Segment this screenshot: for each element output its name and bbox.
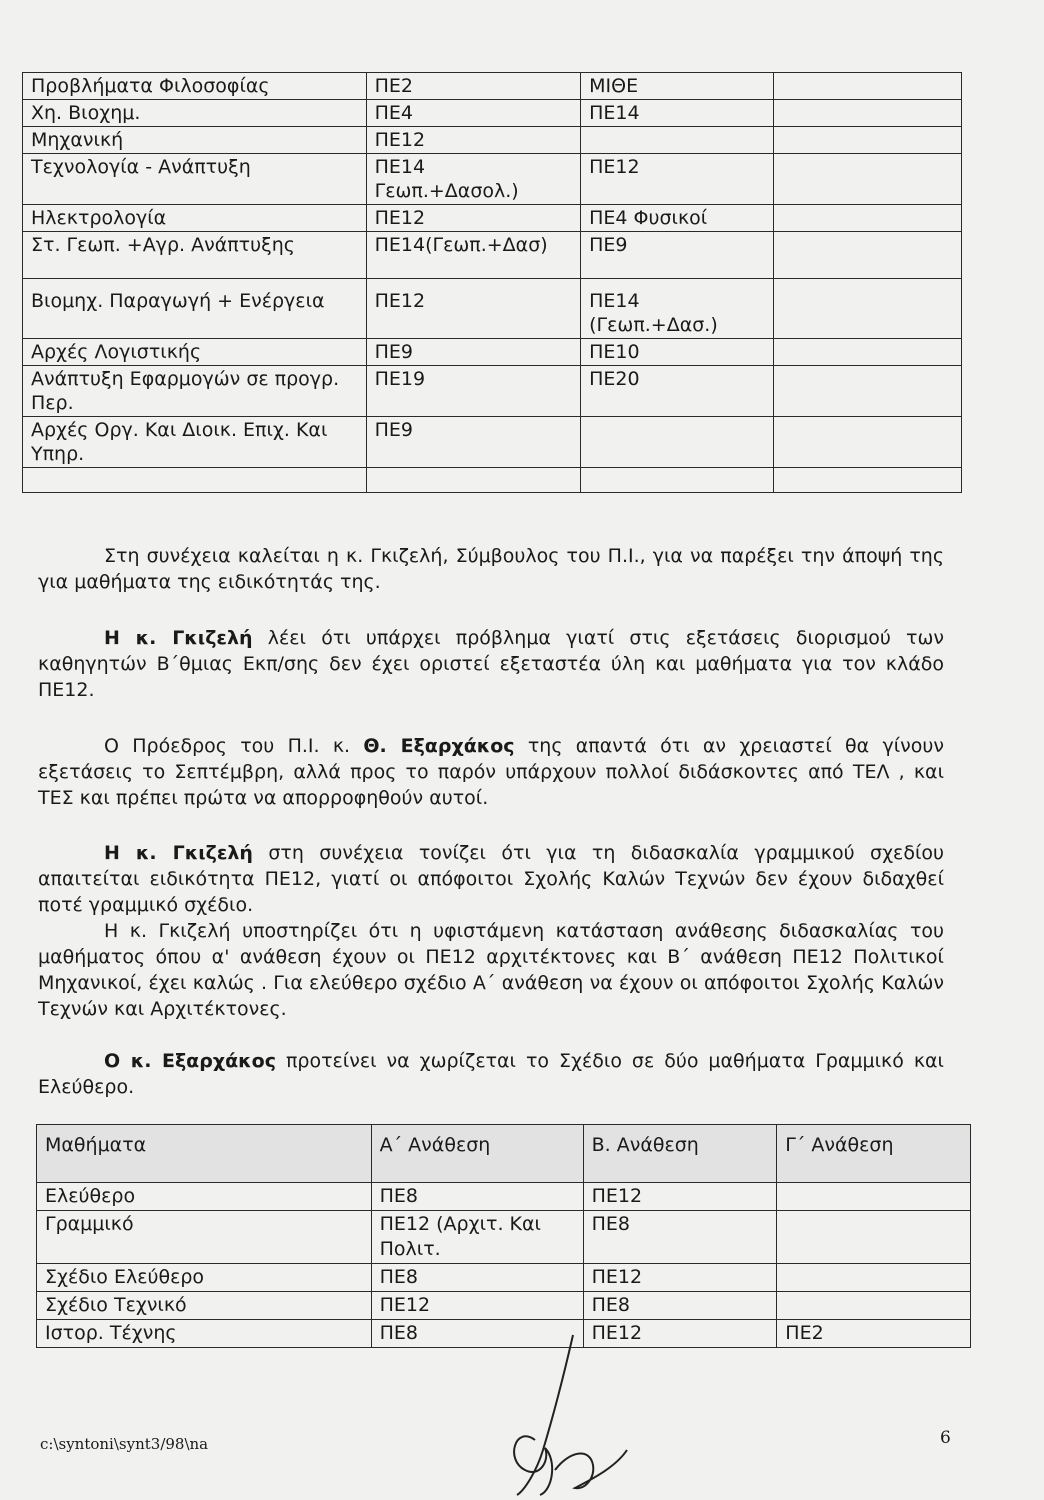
- table-cell: Στ. Γεωπ. +Αγρ. Ανάπτυξης: [23, 232, 367, 279]
- table-row: [23, 205, 962, 232]
- table-cell: ΠΕ8: [371, 1264, 583, 1292]
- table-cell: ΠΕ2: [366, 73, 581, 100]
- table-cell: ΠΕ12: [371, 1292, 583, 1320]
- table-cell: ΠΕ4: [366, 100, 581, 127]
- table-cell: ΠΕ8: [371, 1183, 583, 1211]
- table-cell: ΠΕ12 (Αρχιτ. Και Πολιτ.: [371, 1211, 583, 1264]
- table-cell: [777, 1292, 971, 1320]
- paragraph-text: της απαντά ότι αν χρειαστεί θα γίνουν εξετάσεις το Σεπτέμβρη, αλλά προς το παρόν υπάρχουν πολλοί διδάσκοντες από ΤΕΛ , και ΤΕΣ και πρέπει πρώτα να απορροφηθούν αυτοί.: [38, 735, 945, 809]
- table-cell: Γραμμικό: [37, 1211, 372, 1264]
- table-cell: ΠΕ9: [581, 232, 774, 279]
- table-cell: [777, 1211, 971, 1264]
- table-cell: ΠΕ8: [371, 1320, 583, 1348]
- table-row: [23, 127, 962, 154]
- paragraph-giozeli-intro: [38, 543, 944, 595]
- table-cell: [773, 100, 961, 127]
- table-cell: ΠΕ12: [366, 205, 581, 232]
- table-cell: ΠΕ8: [583, 1292, 777, 1320]
- table-cell: ΠΕ12: [366, 279, 581, 339]
- table-cell: ΠΕ9: [366, 339, 581, 366]
- table-cell: [366, 468, 581, 493]
- table-cell: Ηλεκτρολογία: [23, 205, 367, 232]
- table-row: [23, 339, 962, 366]
- paragraph-exarchakos-proposal: [38, 1048, 944, 1100]
- table-header-row: [37, 1125, 971, 1183]
- table-cell: [773, 205, 961, 232]
- column-header: Γ΄ Ανάθεση: [777, 1125, 971, 1183]
- table-cell: ΠΕ8: [583, 1211, 777, 1264]
- table-cell: ΜΙΘΕ: [581, 73, 774, 100]
- speaker-name: Η κ. Γκιζελή: [104, 627, 253, 649]
- table-cell: ΠΕ12: [581, 154, 774, 205]
- table-row: [23, 100, 962, 127]
- table-cell: [581, 127, 774, 154]
- table-cell: [773, 232, 961, 279]
- table-cell: [773, 279, 961, 339]
- table-cell: ΠΕ10: [581, 339, 774, 366]
- table-cell: Αρχές Λογιστικής: [23, 339, 367, 366]
- table-cell: Χη. Βιοχημ.: [23, 100, 367, 127]
- table-cell: ΠΕ14 Γεωπ.+Δασολ.): [366, 154, 581, 205]
- table-cell: ΠΕ12: [583, 1320, 777, 1348]
- table-cell: Ελεύθερο: [37, 1183, 372, 1211]
- column-header: Α΄ Ανάθεση: [371, 1125, 583, 1183]
- signature: [495, 1330, 635, 1500]
- paragraph-text: Ο Πρόεδρος του Π.Ι. κ.: [104, 735, 364, 757]
- table-cell: [773, 417, 961, 468]
- table-row: [23, 73, 962, 100]
- table-cell: ΠΕ2: [777, 1320, 971, 1348]
- paragraph-text: στη συνέχεια τονίζει ότι για τη διδασκαλία γραμμικού σχεδίου απαιτείται ειδικότητα ΠΕ12, γιατί οι απόφοιτοι Σχολής Καλών Τεχνών δεν έχουν διδαχθεί ποτέ γραμμικό σχέδιο.: [38, 842, 944, 916]
- speaker-name: Θ. Εξαρχάκος: [363, 735, 515, 757]
- table-row: [23, 232, 962, 279]
- table-cell: ΠΕ14 (Γεωπ.+Δασ.): [581, 279, 774, 339]
- table-cell: Ιστορ. Τέχνης: [37, 1320, 372, 1348]
- table-cell: ΠΕ9: [366, 417, 581, 468]
- table-row: [23, 417, 962, 468]
- subjects-table: [22, 72, 962, 493]
- paragraph-text: Στη συνέχεια καλείται η κ. Γκιζελή, Σύμβουλος του Π.Ι., για να παρέξει την άποψή της για μαθήματα της ειδικότητάς της.: [38, 545, 944, 593]
- table-cell: Σχέδιο Τεχνικό: [37, 1292, 372, 1320]
- table-cell: ΠΕ12: [583, 1183, 777, 1211]
- paragraph-text: Η κ. Γκιζελή υποστηρίζει ότι η υφιστάμενη κατάσταση ανάθεσης διδασκαλίας του μαθήματος όπου α' ανάθεση έχουν οι ΠΕ12 αρχιτέκτονες και Β΄ ανάθεση ΠΕ12 Πολιτικοί Μηχανικοί, έχει καλώς . Για ελεύθερο σχέδιο Α΄ ανάθεση να έχουν οι απόφοιτοι Σχολής Καλών Τεχνών και Αρχιτέκτονες.: [38, 920, 944, 1020]
- page-number: 6: [940, 1428, 951, 1448]
- table-cell: Σχέδιο Ελεύθερο: [37, 1264, 372, 1292]
- paragraph-giozeli-linear-drawing: [38, 840, 944, 918]
- table-cell: Μηχανική: [23, 127, 367, 154]
- table-row: [23, 279, 962, 339]
- table-row: [37, 1183, 971, 1211]
- column-header: Μαθήματα: [37, 1125, 372, 1183]
- table-cell: [773, 154, 961, 205]
- table-cell: [581, 417, 774, 468]
- table-cell: ΠΕ14: [581, 100, 774, 127]
- table-cell: Ανάπτυξη Εφαρμογών σε προγρ. Περ.: [23, 366, 367, 417]
- table-cell: ΠΕ4 Φυσικοί: [581, 205, 774, 232]
- paragraph-text: λέει ότι υπάρχει πρόβλημα γιατί στις εξετάσεις διορισμού των καθηγητών Β΄θμιας Εκπ/σης δεν έχει οριστεί εξεταστέα ύλη και μαθήματα για τον κλάδο ΠΕ12.: [38, 627, 944, 701]
- speaker-name: Η κ. Γκιζελή: [104, 842, 253, 864]
- table-row: [23, 154, 962, 205]
- table-cell: ΠΕ20: [581, 366, 774, 417]
- column-header: Β. Ανάθεση: [583, 1125, 777, 1183]
- table-cell: ΠΕ14(Γεωπ.+Δασ): [366, 232, 581, 279]
- paragraph-giozeli-assignment: [38, 918, 944, 1022]
- table-cell: ΠΕ12: [583, 1264, 777, 1292]
- file-path: c:\syntoni\synt3/98\na: [40, 1435, 209, 1453]
- table-cell: [777, 1183, 971, 1211]
- table-row: [37, 1264, 971, 1292]
- assignment-table: [36, 1124, 971, 1348]
- paragraph-president-reply: [38, 733, 944, 811]
- table-cell: Βιομηχ. Παραγωγή + Ενέργεια: [23, 279, 367, 339]
- table-cell: Προβλήματα Φιλοσοφίας: [23, 73, 367, 100]
- table-row: [23, 366, 962, 417]
- table-cell: [777, 1264, 971, 1292]
- table-row: [37, 1292, 971, 1320]
- table-cell: Αρχές Οργ. Και Διοικ. Επιχ. Και Υπηρ.: [23, 417, 367, 468]
- paragraph-text: προτείνει να χωρίζεται το Σχέδιο σε δύο μαθήματα Γραμμικό και Ελεύθερο.: [38, 1050, 944, 1098]
- table-cell: ΠΕ19: [366, 366, 581, 417]
- table-cell: [581, 468, 774, 493]
- table-row: [37, 1211, 971, 1264]
- speaker-name: Ο κ. Εξαρχάκος: [104, 1050, 276, 1072]
- table-cell: [773, 127, 961, 154]
- table-cell: [773, 366, 961, 417]
- table-cell: [773, 339, 961, 366]
- table-cell: Τεχνολογία - Ανάπτυξη: [23, 154, 367, 205]
- table-row: [23, 468, 962, 493]
- table-cell: [773, 468, 961, 493]
- table-cell: [773, 73, 961, 100]
- paragraph-giozeli-problem: [38, 625, 944, 703]
- table-cell: ΠΕ12: [366, 127, 581, 154]
- table-cell: [23, 468, 367, 493]
